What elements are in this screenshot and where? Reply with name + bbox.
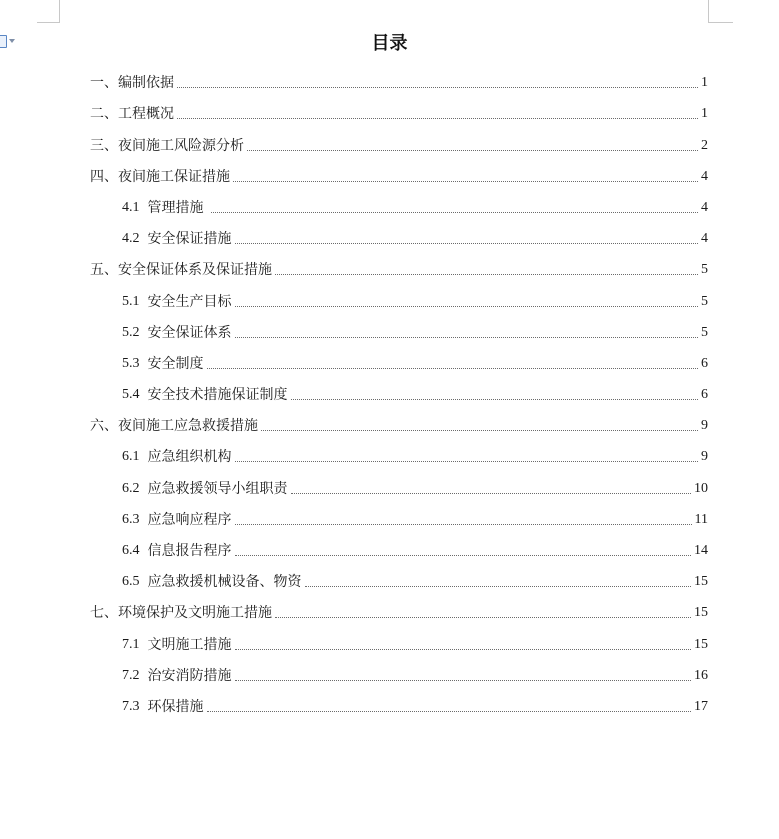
toc-page-number: 9	[701, 449, 708, 465]
toc-leader-dots	[275, 274, 698, 275]
toc-entry-text: 二、工程概况	[90, 106, 174, 123]
toc-subentry[interactable]	[0, 348, 779, 379]
toc-entry[interactable]	[0, 129, 779, 160]
page-corner-mark-top-left	[37, 0, 60, 23]
toc-entry[interactable]	[0, 161, 779, 192]
toc-entry-text: 应急救援领导小组职责	[147, 480, 288, 497]
toc-entry-text: 六、夜间施工应急救援措施	[90, 418, 258, 435]
toc-entry[interactable]	[0, 67, 779, 98]
toc-page-number: 9	[701, 418, 708, 434]
toc-entry-text: 五、安全保证体系及保证措施	[90, 262, 272, 279]
toc-entry-text: 应急响应程序	[147, 511, 232, 528]
toc-subentry[interactable]	[0, 566, 779, 597]
toc-entry-text: 一、编制依据	[90, 75, 174, 92]
toc-subentry[interactable]	[0, 628, 779, 659]
toc-section-number: 4.1	[122, 199, 140, 215]
toc-page-number: 15	[694, 605, 708, 621]
toc-page-number: 5	[701, 293, 708, 309]
toc-entry-text: 三、夜间施工风险源分析	[90, 137, 244, 154]
toc-page-number: 15	[694, 636, 708, 652]
toc-leader-dots	[261, 430, 698, 431]
toc-entry-text: 应急组织机构	[147, 449, 232, 466]
toc-subentry[interactable]	[0, 285, 779, 316]
toc-leader-dots	[233, 181, 698, 182]
toc-page-number: 14	[694, 543, 708, 558]
toc-entry-text: 安全制度	[147, 355, 204, 372]
toc-page-number: 5	[701, 324, 708, 340]
toc-entry-text: 安全生产目标	[147, 293, 232, 310]
toc-subentry[interactable]	[0, 472, 779, 503]
toc-subentry[interactable]	[0, 691, 779, 722]
toc-entry-text: 环保措施	[147, 698, 204, 715]
toc-leader-dots	[177, 118, 698, 119]
toc-leader-dots	[235, 337, 699, 338]
toc-section-number: 6.2	[122, 480, 140, 496]
toc-section-number: 6.5	[122, 574, 140, 590]
toc-section-number: 5.4	[122, 387, 140, 403]
toc-entry[interactable]	[0, 254, 779, 285]
toc-leader-dots	[235, 555, 692, 556]
toc-page-number: 6	[701, 387, 708, 403]
toc-page-number: 4	[701, 168, 708, 184]
toc-page-number: 2	[701, 137, 708, 153]
toc-page-number: 1	[701, 75, 708, 91]
toc-leader-dots	[235, 306, 699, 307]
toc-page-number: 17	[694, 698, 708, 714]
toc-entry-text: 安全保证体系	[147, 324, 232, 341]
toc-section-number: 6.4	[122, 543, 140, 558]
toc-subentry[interactable]	[0, 379, 779, 410]
toc-entry-text: 管理措施	[147, 199, 208, 216]
toc-page-number: 15	[694, 574, 708, 590]
toc-section-number: 7.3	[122, 698, 140, 714]
toc-leader-dots	[207, 711, 692, 712]
toc-page-number: 4	[701, 199, 708, 215]
toc-leader-dots	[235, 243, 699, 244]
toc-entry[interactable]	[0, 98, 779, 129]
toc-section-number: 6.1	[122, 449, 140, 465]
toc-section-number: 5.2	[122, 324, 140, 340]
toc-entry-text: 文明施工措施	[147, 636, 232, 653]
toc-leader-dots	[235, 680, 692, 681]
toc-leader-dots	[235, 461, 699, 462]
toc-leader-dots	[235, 649, 692, 650]
toc-section-number: 5.3	[122, 355, 140, 371]
table-of-contents	[0, 67, 779, 722]
toc-leader-dots	[235, 524, 692, 525]
toc-section-number: 7.2	[122, 667, 140, 683]
toc-leader-dots	[291, 399, 699, 400]
toc-leader-dots	[211, 212, 698, 213]
toc-entry-text: 治安消防措施	[147, 667, 232, 684]
toc-leader-dots	[247, 150, 698, 151]
toc-subentry[interactable]	[0, 504, 779, 535]
toc-subentry[interactable]	[0, 441, 779, 472]
toc-subentry[interactable]	[0, 535, 779, 566]
toc-title: 目录	[371, 33, 408, 54]
toc-leader-dots	[207, 368, 699, 369]
toc-entry-text: 应急救援机械设备、物资	[147, 574, 302, 591]
toc-entry-text: 七、环境保护及文明施工措施	[90, 605, 272, 622]
toc-page-number: 11	[694, 511, 708, 527]
toc-section-number: 4.2	[122, 231, 140, 247]
toc-section-number: 7.1	[122, 636, 140, 652]
toc-entry[interactable]	[0, 597, 779, 628]
toc-section-number: 6.3	[122, 511, 140, 527]
toc-entry[interactable]	[0, 410, 779, 441]
toc-page-number: 4	[701, 231, 708, 247]
toc-entry-text: 四、夜间施工保证措施	[90, 168, 230, 185]
toc-leader-dots	[305, 586, 692, 587]
toc-entry-text: 安全保证措施	[147, 231, 232, 248]
toc-subentry[interactable]	[0, 192, 779, 223]
toc-subentry[interactable]	[0, 317, 779, 348]
toc-page-number: 5	[701, 262, 708, 278]
toc-leader-dots	[291, 493, 692, 494]
toc-entry-text: 安全技术措施保证制度	[147, 387, 288, 404]
toc-leader-dots	[275, 617, 691, 618]
toc-subentry[interactable]	[0, 660, 779, 691]
toc-entry-text: 信息报告程序	[147, 543, 232, 559]
toc-page-number: 16	[694, 667, 708, 683]
toc-section-number: 5.1	[122, 293, 140, 309]
toc-leader-dots	[177, 87, 698, 88]
toc-page-number: 10	[694, 480, 708, 496]
toc-page-number: 6	[701, 355, 708, 371]
toc-subentry[interactable]	[0, 223, 779, 254]
page-corner-mark-top-right	[708, 0, 733, 23]
toc-page-number: 1	[701, 106, 708, 122]
